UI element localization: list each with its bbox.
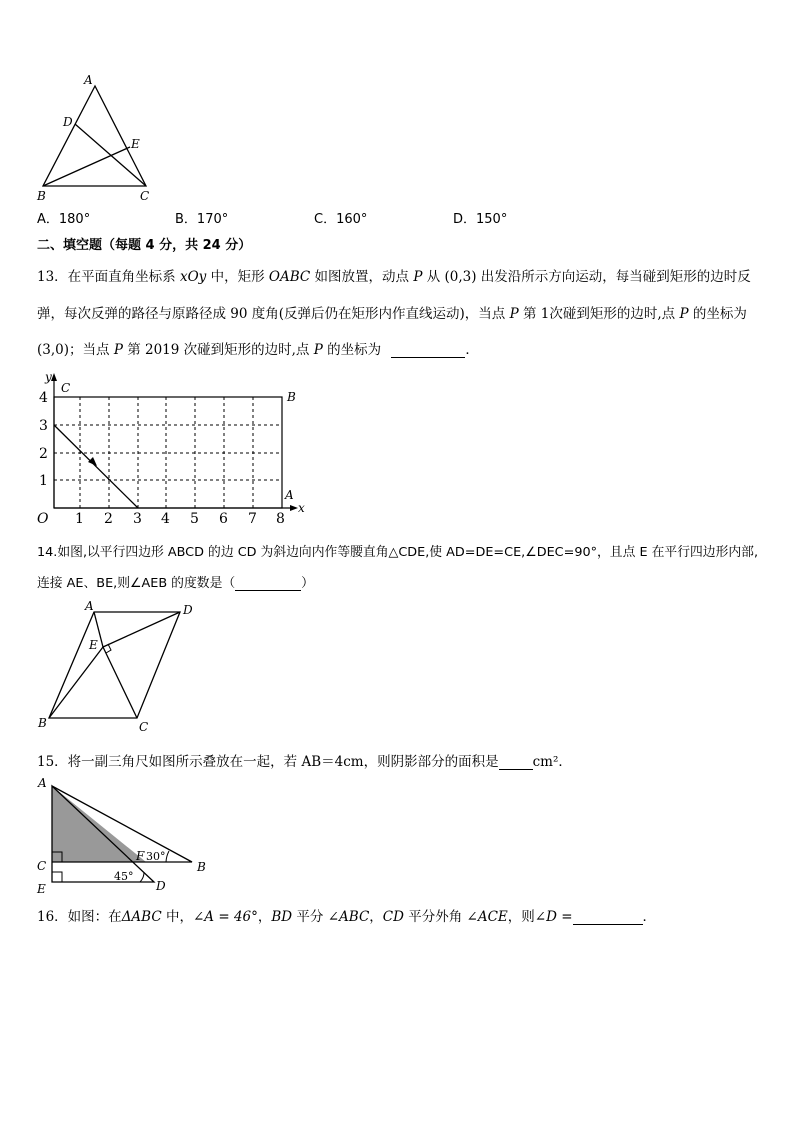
q15-label-F: F [136, 849, 145, 863]
q15-text: 15．将一副三角尺如图所示叠放在一起，若 AB＝4cm，则阴影部分的面积是 cm²． [37, 754, 572, 770]
q15-label-B: B [197, 860, 206, 874]
q13-grid-figure [30, 368, 320, 528]
q12-triangle-figure [30, 72, 160, 204]
q16-text: 16．如图：在ΔABC 中，∠A = 46°，BD 平分 ∠ABC，CD 平分外角 ∠ACE，则∠D = ． [37, 909, 657, 925]
q14-label-E: E [89, 638, 98, 652]
q14-label-D: D [183, 603, 193, 617]
q12-option-a: A．180° [37, 212, 91, 227]
q12-label-E: E [131, 137, 140, 151]
q14-line-2: 连接 AE、BE,则∠AEB 的度数是（ ） [37, 576, 314, 591]
q12-label-A: A [84, 73, 93, 87]
q14-label-A: A [85, 599, 94, 613]
q13-origin: O [37, 511, 49, 527]
q13-xtick: 7 [248, 511, 257, 527]
q14-parallelogram-figure [30, 596, 202, 736]
q13-xtick: 8 [276, 511, 285, 527]
q13-label-A: A [285, 488, 294, 502]
q13-xtick: 2 [104, 511, 113, 527]
q12-option-d: D．150° [453, 212, 508, 227]
q15-answer-blank[interactable] [499, 755, 533, 770]
q15-angle-30: 30° [146, 850, 166, 863]
q13-axis-x: x [298, 501, 305, 515]
q13-xtick: 3 [133, 511, 142, 527]
q14-label-B: B [38, 716, 47, 730]
q13-ytick: 1 [39, 473, 48, 489]
q14-answer-blank[interactable] [235, 576, 301, 591]
q15-label-E: E [37, 882, 46, 896]
q15-angle-45: 45° [114, 870, 134, 883]
q13-xtick: 5 [190, 511, 199, 527]
q13-xtick: 4 [161, 511, 170, 527]
q13-line-1: 13．在平面直角坐标系 xOy 中，矩形 OABC 如图放置，动点 P 从 (0,3) 出发沿所示方向运动，每当碰到矩形的边时反 [37, 269, 751, 285]
q14-line-1: 14.如图,以平行四边形 ABCD 的边 CD 为斜边向内作等腰直角△CDE,使 AD=DE=CE,∠DEC=90°，且点 E 在平行四边形内部, [37, 545, 759, 560]
q12-label-D: D [63, 115, 73, 129]
q16-answer-blank[interactable] [573, 910, 643, 925]
q13-answer-blank[interactable] [391, 343, 465, 358]
q13-ytick: 4 [39, 390, 48, 406]
q14-label-C: C [139, 720, 149, 734]
q13-axis-y: y [45, 370, 52, 384]
q12-option-c: C．160° [314, 212, 368, 227]
q15-label-C: C [37, 859, 47, 873]
q13-label-B: B [287, 390, 296, 404]
q15-setsquare-figure [30, 774, 210, 896]
q13-line-2: 弹，每次反弹的路径与原路径成 90 度角(反弹后仍在矩形内作直线运动)，当点 P 第 1次碰到矩形的边时,点 P 的坐标为 [37, 306, 747, 322]
q15-label-A: A [38, 776, 47, 790]
q13-xtick: 1 [75, 511, 84, 527]
q13-xtick: 6 [219, 511, 228, 527]
q12-label-B: B [37, 189, 46, 203]
section-header: 二、填空题（每题 4 分，共 24 分） [37, 238, 252, 253]
q12-option-b: B．170° [175, 212, 229, 227]
q13-ytick: 2 [39, 446, 48, 462]
q13-line-3: (3,0)；当点 P 第 2019 次碰到矩形的边时,点 P 的坐标为 ． [37, 342, 479, 358]
q15-label-D: D [156, 879, 166, 893]
q12-label-C: C [140, 189, 150, 203]
q13-label-C: C [61, 381, 71, 395]
q13-ytick: 3 [39, 418, 48, 434]
